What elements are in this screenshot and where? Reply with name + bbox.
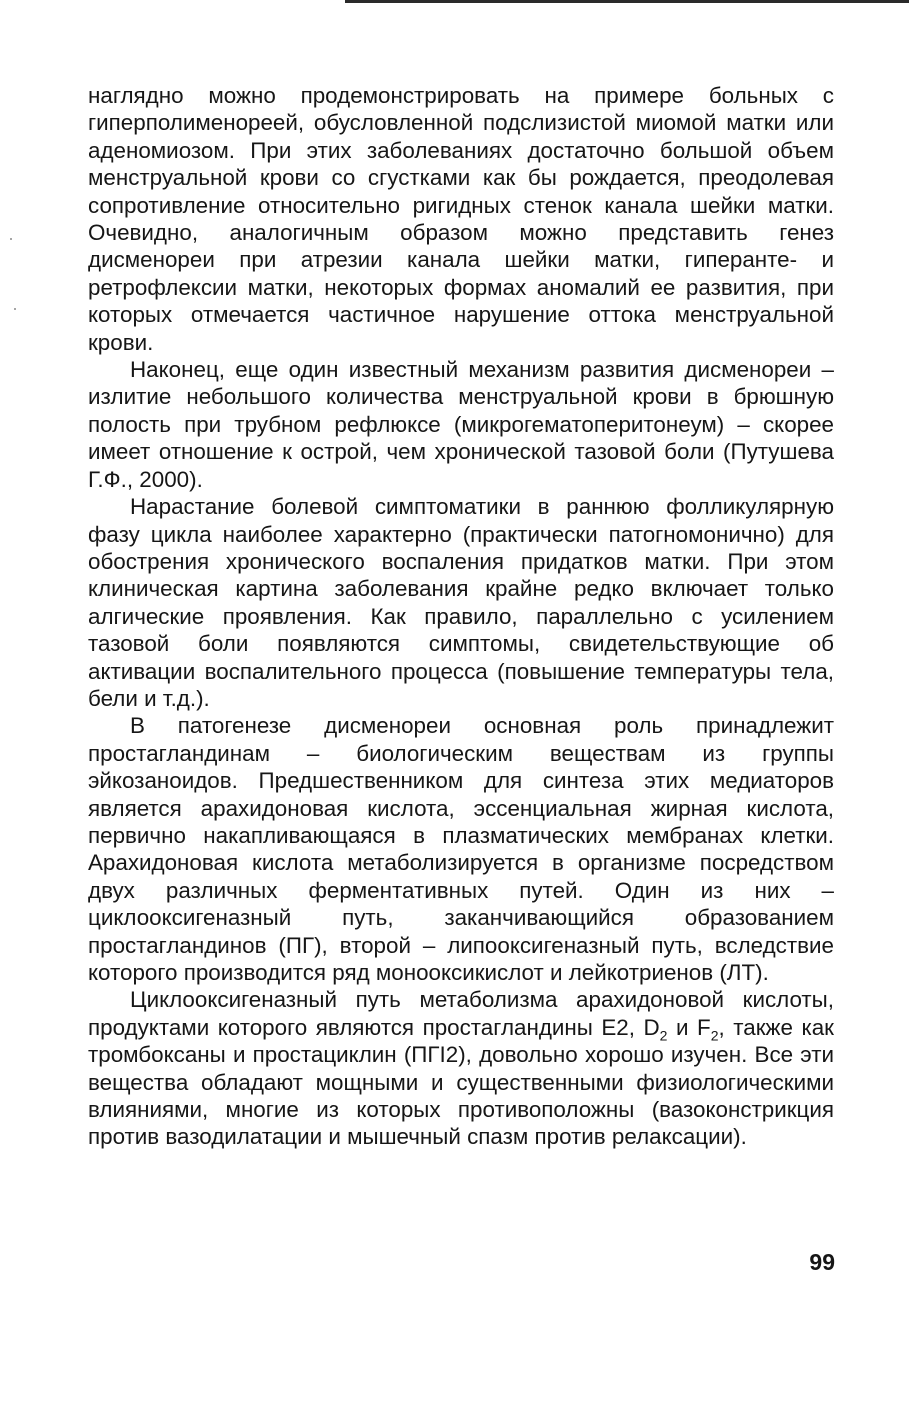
paragraph-3: Нарастание болевой симптоматики в раннюю фолликулярную фазу цикла наиболее характерно (практически патогномонично) для обострения хронического воспаления придатков матки. При этом клиническая картина заболевания крайне редко включает только алгические проявления. Как правило, параллельно с усилением тазовой боли появляются симптомы, свидетельствующие об активации воспалительного процесса (повышение температуры тела, бели и т.д.). xyxy=(88,494,834,711)
scan-speck xyxy=(10,238,12,240)
paragraph-5-part-1: Циклооксигеназный путь метаболизма арахидоновой кислоты, продуктами которого являются простагландины E2, D xyxy=(88,987,834,1040)
paragraph-4: В патогенезе дисменореи основная роль принадлежит простагландинам – биологическим веществам из группы эйкозаноидов. Предшественником для синтеза этих медиаторов является арахидоновая кислота, эссенциальная жирная кислота, первично накапливающаяся в плазматических мембранах клетки. Арахидоновая кислота метаболизируется в организме посредством двух различных ферментативных путей. Один из них – циклооксигеназный путь, заканчивающийся образованием простагландинов (ПГ), второй – липооксигеназный путь, вследствие которого производится ряд монооксикислот и лейкотриенов (ЛТ). xyxy=(88,713,834,985)
subscript-f2: 2 xyxy=(710,1027,719,1044)
paragraph-1: наглядно можно продемонстрировать на примере больных с гиперполименореей, обусловленной подслизистой миомой матки или аденомиозом. При этих заболеваниях достаточно большой объем менструальной крови со сгустками как бы рождается, преодолевая сопротивление относительно ригидных стенок канала шейки матки. Очевидно, аналогичным образом можно представить генез дисменореи при атрезии канала шейки матки, гиперанте- и ретрофлексии матки, некоторых формах аномалий ее развития, при которых отмечается частичное нарушение оттока менструальной крови. xyxy=(88,83,834,355)
paragraph-5 xyxy=(88,986,834,1150)
scan-speck xyxy=(14,308,16,310)
paragraph-2: Наконец, еще один известный механизм развития дисменореи – излитие небольшого количества менструальной крови в брюшную полость при трубном рефлюксе (микрогематоперитонеум) – скорее имеет отношение к острой, чем хронической тазовой боли (Путушева Г.Ф., 2000). xyxy=(88,357,834,492)
paragraph-5-part-2: и F xyxy=(667,1014,711,1040)
subscript-d2: 2 xyxy=(659,1027,668,1044)
body-text xyxy=(88,82,834,1151)
top-rule xyxy=(345,0,909,3)
paragraph-5-part-3: , также как тромбоксаны и простациклин (ПГI2), довольно хорошо изучен. Все эти вещества обладают мощными и существенными физиологическими влияниями, многие из которых противоположны (вазоконстрикция против вазодилатации и мышечный спазм против релаксации). xyxy=(88,1014,834,1150)
page-number: 99 xyxy=(809,1249,835,1275)
